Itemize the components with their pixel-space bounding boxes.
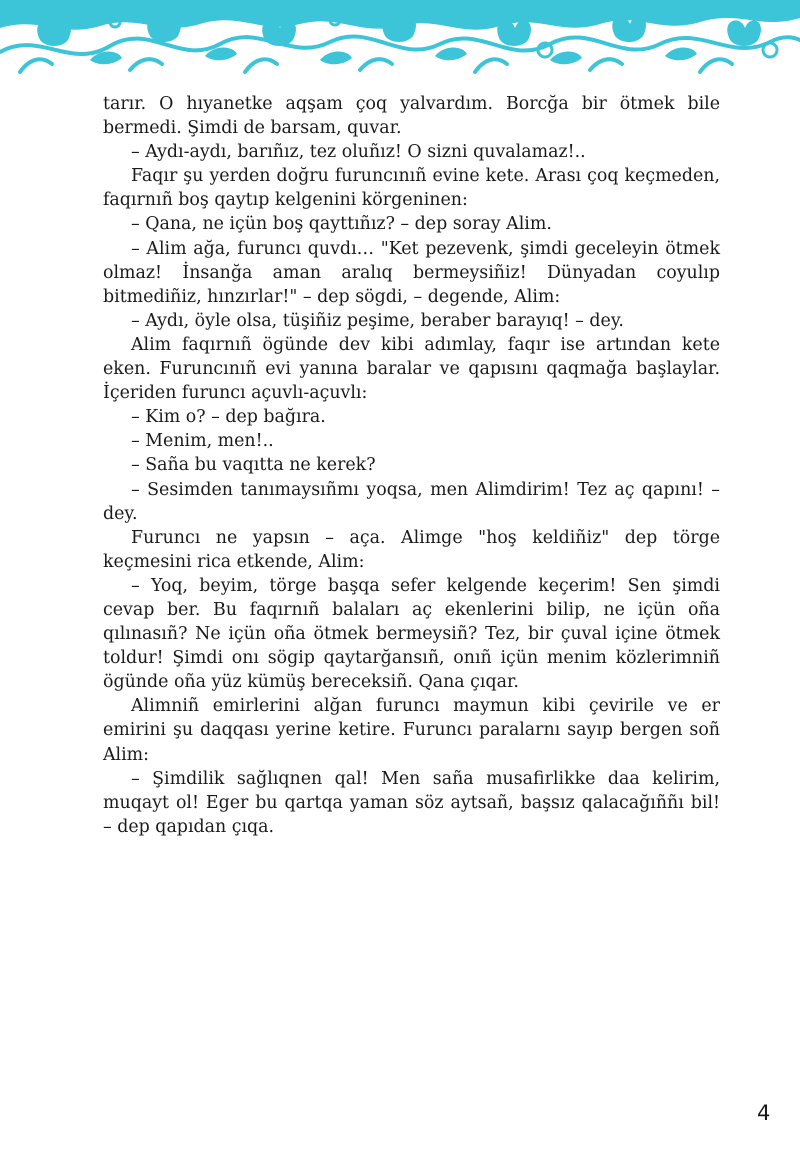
paragraph: Furuncı ne yapsın – aça. Alimge "hoş keldiñiz" dep törge keçmesini rica etkende, Alim: xyxy=(103,527,720,572)
paragraph: – Kim o? – dep bağıra. xyxy=(131,407,326,428)
paragraph: – Menim, men!.. xyxy=(131,431,274,452)
paragraph: – Sesimden tanımaysıñmı yoqsa, men Alimdirim! Tez aç qapını! – dey. xyxy=(103,479,720,524)
paragraph: – Aydı-aydı, barıñız, tez oluñız! O sizni quvalamaz!.. xyxy=(131,142,586,163)
paragraph: – Qana, ne içün boş qayttıñız? – dep soray Alim. xyxy=(131,214,552,235)
paragraph: Alimniñ emirlerini alğan furuncı maymun kibi çevirile ve er emirini şu daqqası yerine ketire. Furuncı paralarnı sayıp bergen soñ Alim: xyxy=(103,696,720,765)
paragraph: – Saña bu vaqıtta ne kerek? xyxy=(131,455,376,476)
paragraph: – Yoq, beyim, törge başqa sefer kelgende keçerim! Sen şimdi cevap ber. Bu faqırnıñ balaları aç ekenlerini bilip, ne içün oña qılınasıñ? Ne içün oña ötmek bermeysiñ? Tez, bir çuval içine ötmek toldur! Şimdi onı sögip qaytarğansıñ, onıñ içün menim közlerimniñ ögünde oña yüz kümüş bereceksiñ. Qana çıqar. xyxy=(103,575,720,693)
paragraph: – Alim ağa, furuncı quvdı… "Ket pezevenk, şimdi geceleyin ötmek olmaz! İnsanğa aman aralıq bermeysiñiz! Dünyadan coyulıp bitmediñiz, hınzırlar!" – dep sögdi, – degende, Alim: xyxy=(103,238,720,307)
paragraph: – Şimdilik sağlıqnen qal! Men saña musafirlikke daa kelirim, muqayt ol! Eger bu qartqa yaman söz aytsañ, başsız qalacağıññı bil! – dep qapıdan çıqa. xyxy=(103,768,720,837)
paragraph: Faqır şu yerden doğru furuncınıñ evine kete. Arası çoq keçmeden, faqırnıñ boş qaytıp kelgenini körgeninen: xyxy=(103,166,720,211)
story-text xyxy=(103,92,720,839)
page-number: 4 xyxy=(757,1101,771,1125)
paragraph: – Aydı, öyle olsa, tüşiñiz peşime, beraber barayıq! – dey. xyxy=(131,310,624,331)
floral-border-ornament xyxy=(0,0,800,80)
paragraph: tarır. O hıyanetke aqşam çoq yalvardım. Borcğa bir ötmek bile bermedi. Şimdi de barsam, quvar. xyxy=(103,94,720,139)
paragraph: Alim faqırnıñ ögünde dev kibi adımlay, faqır ise artından kete eken. Furuncınıñ evi yanına baralar ve qapısını qaqmağa başlaylar. İçeriden furuncı açuvlı-açuvlı: xyxy=(103,334,720,404)
